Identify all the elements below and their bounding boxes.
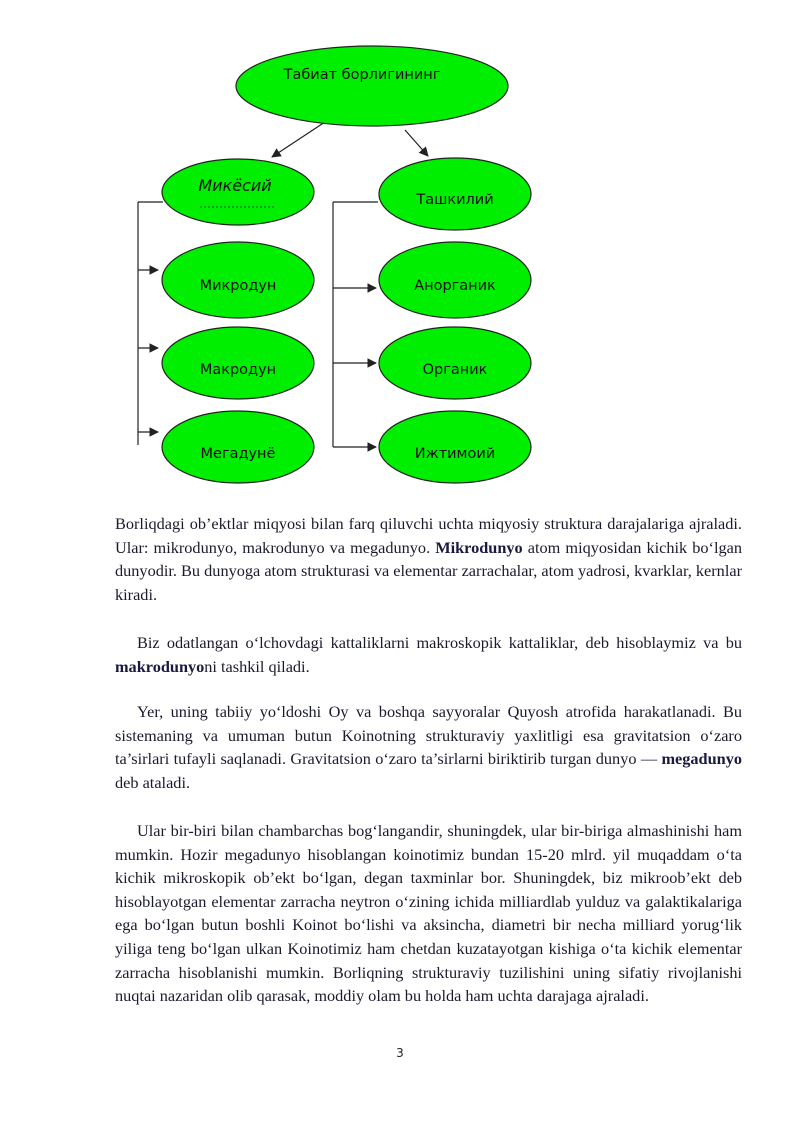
paragraph-4 xyxy=(115,819,742,1008)
node-organic-label: Органик xyxy=(422,362,488,378)
arrow-root-to-left xyxy=(272,122,325,157)
node-macroworld xyxy=(162,327,314,399)
node-megaworld-label: Мегадунё xyxy=(200,446,276,462)
node-root xyxy=(236,46,508,126)
node-microworld-label: Микродун xyxy=(199,278,277,294)
term-microworld: Mikrodunyo xyxy=(435,537,523,557)
node-left-head-label: Микёсий xyxy=(198,176,272,195)
arrow-root-to-right xyxy=(405,130,428,156)
nature-classification-diagram xyxy=(0,0,800,500)
page-number: 3 xyxy=(396,1046,404,1060)
term-megaworld: megadunyo xyxy=(661,749,742,769)
paragraph-4-text: Ular bir-biri bilan chambarchas bog‘langandir, shuningdek, ular bir-biriga almashinishi ham mumkin. Hozir megadunyo hisoblangan koinotimiz bundan 15-20 mlrd. yil muqaddam o‘ta kichik mikroskopik ob’ekt bo‘lgan, degan taxminlar bor. Shuningdek, biz mikroob’ekt deb hisoblayotgan elementar zarracha neytron o‘zining ichida milliardlab yulduz va galaktikalariga ega bo‘lgan butun boshli Koinot bo‘lishi va aksincha, diametri bir necha milliard yorug‘lik yiliga teng bo‘lgan ulkan Koinotimiz ham chetdan kuzatayotgan kishiga o‘ta kichik elementar zarracha hisoblanishi mumkin. Borliqning strukturaviy tuzilishini uning sifatiy rivojlanishi nuqtai nazaridan olib qarasak, moddiy olam bu holda ham uchta darajaga ajraladi. xyxy=(115,821,742,1006)
paragraph-2-text-b: ni tashkil qiladi. xyxy=(204,656,310,676)
term-macroworld: makrodunyo xyxy=(115,656,205,676)
node-social-label: Ижтимоий xyxy=(414,446,496,462)
node-right-head xyxy=(379,158,531,230)
paragraph-2-text-a: Biz odatlangan o‘lchovdagi kattaliklarni makroskopik kattaliklar, deb hisoblaymiz va bu xyxy=(137,633,742,652)
node-macroworld-label: Макродун xyxy=(199,362,277,378)
paragraph-1-text-a: Borliqdagi ob’ektlar miqyosi bilan farq qiluvchi uchta miqyosiy struktura darajalariga ajraladi. Ular: mikrodunyo, makrodunyo va megadunyo. xyxy=(115,514,742,557)
paragraph-3-text-b: deb ataladi. xyxy=(115,772,191,792)
node-megaworld xyxy=(162,411,314,483)
node-inorganic-label: Анорганик xyxy=(414,278,496,294)
right-bracket xyxy=(333,202,378,447)
paragraph-1-text-b: atom miqyosidan kichik bo‘lgan dunyodir. Bu dunyoga atom strukturasi va elementar zarrachalar, atom yadrosi, kvarklar, kernlar kiradi. xyxy=(115,537,742,604)
node-right-head-label: Ташкилий xyxy=(416,192,494,208)
paragraph-3-text-a: Yer, uning tabiiy yo‘ldoshi Oy va boshqa sayyoralar Quyosh atrofida harakatlanadi. Bu sistemaning va umuman butun Koinotning strukturaviy yaxlitligi esa gravitatsion o‘zaro ta’sirlari tufayli saqlanadi. Gravitatsion o‘zaro ta’sirlarni biriktirib turgan dunyo — xyxy=(115,702,742,769)
node-left-head xyxy=(162,159,314,225)
node-root-label: Табиат борлигининг xyxy=(283,67,441,83)
node-microworld xyxy=(162,242,314,318)
paragraph-2 xyxy=(115,631,742,678)
left-bracket xyxy=(138,202,163,445)
paragraph-1 xyxy=(115,512,742,606)
node-inorganic xyxy=(379,242,531,318)
node-organic xyxy=(379,327,531,399)
node-social xyxy=(379,411,531,483)
paragraph-3 xyxy=(115,700,742,794)
